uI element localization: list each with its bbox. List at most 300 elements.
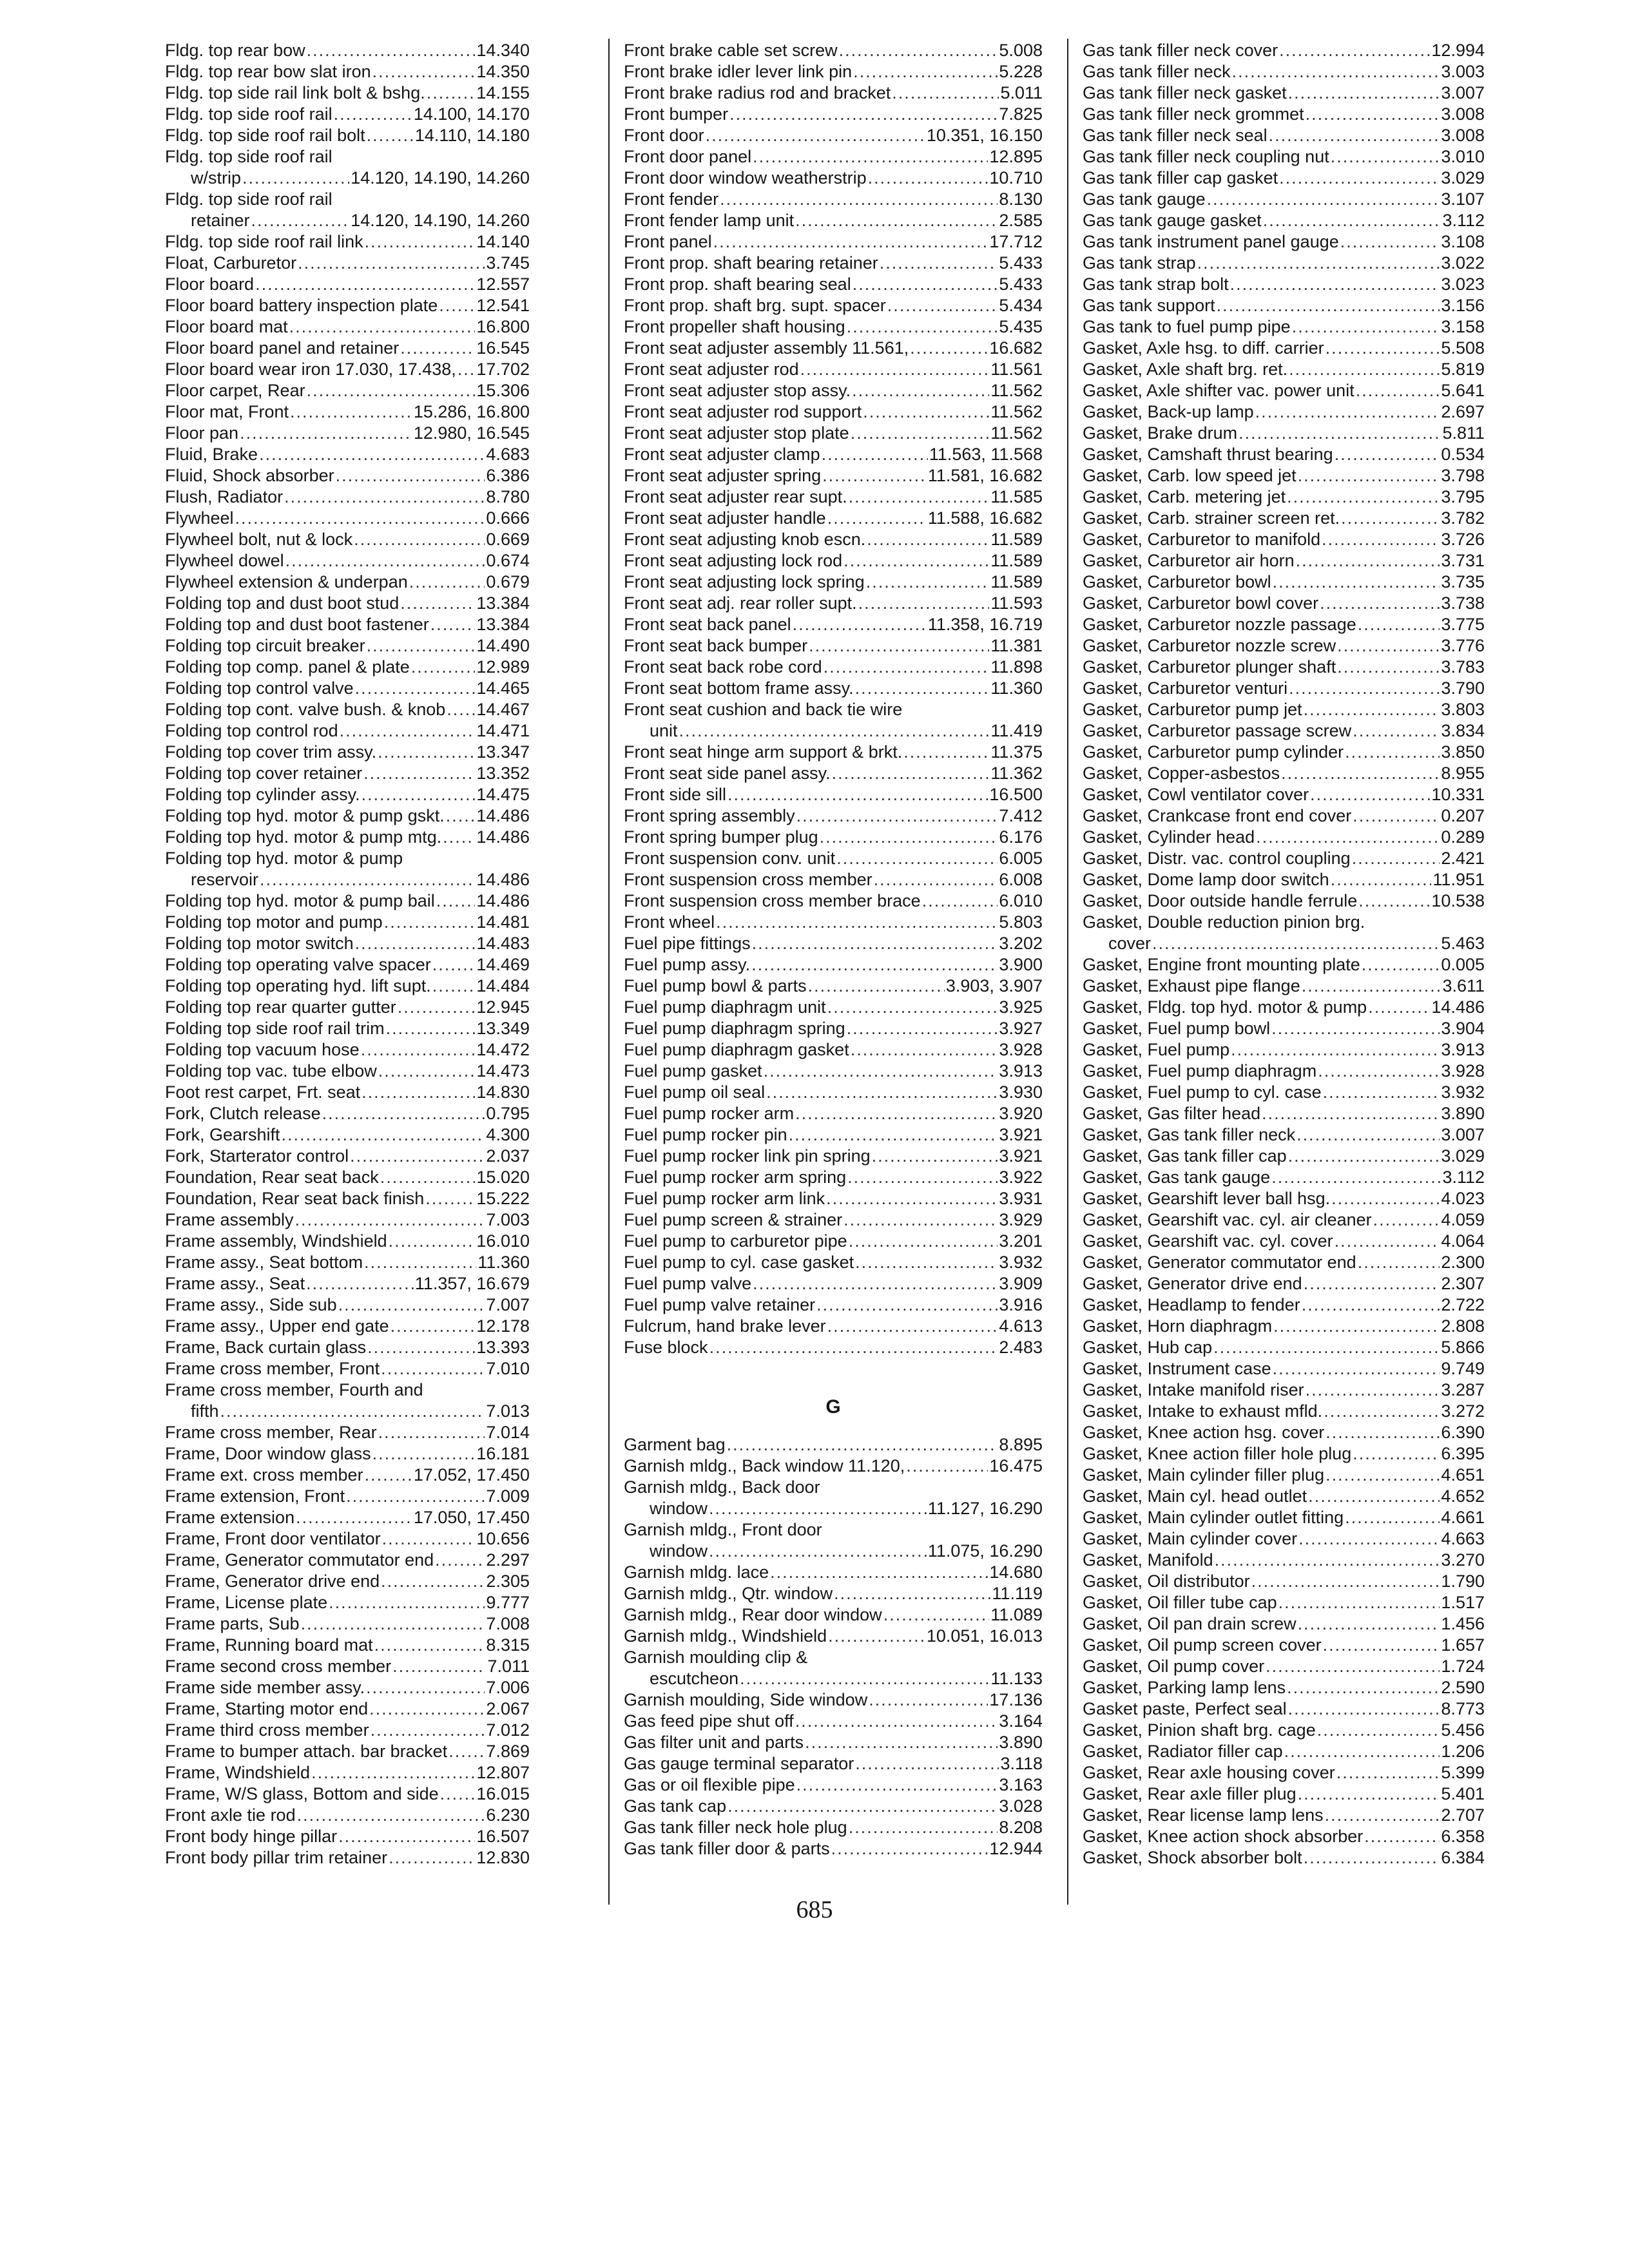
index-entry [624,1732,1043,1753]
index-entry [1083,1465,1485,1486]
dot-leader [1358,614,1440,635]
dot-leader [728,1796,998,1817]
entry-reference: 11.951 [1432,870,1485,889]
index-entry [624,869,1043,890]
index-entry [1083,1677,1485,1698]
entry-name: Folding top circuit breaker [165,636,365,655]
dot-leader [355,678,476,699]
entry-name: cover [1108,934,1152,953]
dot-leader [766,1082,998,1103]
entry-reference: 3.904 [1441,1019,1485,1038]
entry-name: Gasket, Distr. vac. control coupling [1083,849,1351,868]
dot-leader [1306,1379,1440,1401]
entry-name: Front seat adjuster stop plate [624,423,849,443]
entry-name: Front prop. shaft bearing retainer [624,253,878,273]
entry-name: Gasket, Knee action hsg. cover [1083,1423,1325,1442]
index-entry [1083,593,1485,614]
entry-name: Frame, Back curtain glass [165,1338,367,1357]
entry-reference: 14.469 [476,955,530,974]
entry-reference: 0.534 [1441,445,1485,464]
entry-name: Fuse block [624,1338,708,1357]
index-entry [165,550,530,572]
index-entry [165,1188,530,1209]
entry-reference: 3.916 [999,1295,1043,1314]
entry-reference: 6.005 [999,849,1043,868]
entry-reference: 3.107 [1441,189,1485,209]
entry-name: Gasket, Gas tank filler cap [1083,1146,1287,1166]
entry-reference: 6.176 [999,827,1043,847]
index-entry [624,82,1043,104]
index-entry [1083,1783,1485,1805]
index-entry [1083,1698,1485,1720]
entry-reference: 5.008 [999,41,1043,60]
index-entry [165,168,530,189]
index-entry [1083,1188,1485,1209]
entry-name: Front seat adjuster stop assy. [624,381,851,400]
dot-leader [827,1316,998,1337]
entry-name: Garnish mldg., Back window 11.120, [624,1456,905,1475]
entry-reference: 2.722 [1441,1295,1485,1314]
dot-leader [372,1443,476,1465]
index-entry-heading: Front seat cushion and back tie wire [624,700,903,719]
index-entry [1083,1635,1485,1656]
entry-name: Folding top control rod [165,721,338,740]
index-entry [165,1039,530,1061]
entry-name: Fluid, Shock absorber [165,466,334,485]
index-entry [1083,1528,1485,1550]
index-entry [624,1316,1043,1337]
entry-reference: 8.955 [1441,764,1485,783]
dot-leader [853,274,998,295]
dot-leader [1287,1677,1440,1698]
index-entry [624,1838,1043,1860]
entry-name: Frame, Generator drive end [165,1571,380,1591]
entry-reference: 3.287 [1441,1380,1485,1399]
dot-leader [1288,82,1440,104]
dot-leader [709,1498,927,1519]
index-entry [165,1741,530,1762]
dot-leader [858,593,990,614]
entry-reference: 0.207 [1441,806,1485,825]
entry-reference: 6.386 [486,466,530,485]
entry-name: Front seat adjuster rear supt. [624,487,847,506]
dot-leader [1304,699,1440,720]
entry-reference: 5.401 [1441,1784,1485,1803]
entry-name: Gas feed pipe shut off [624,1711,794,1731]
index-entry [624,210,1043,231]
entry-name: Frame, Door window glass [165,1444,371,1463]
entry-reference: 11.589 [990,530,1043,549]
index-entry [624,1604,1043,1626]
entry-reference: 11.362 [990,764,1043,783]
dot-leader [1331,1188,1440,1209]
entry-name: Gasket, Carburetor passage screw [1083,721,1352,740]
entry-reference: 16.015 [476,1784,530,1803]
entry-reference: 13.384 [476,615,530,634]
index-entry [624,1498,1043,1519]
entry-name: Folding top hyd. motor & pump bail [165,891,435,910]
dot-leader [354,529,485,550]
entry-reference: 14.340 [476,41,530,60]
index-entry [624,933,1043,954]
dot-leader [340,720,476,742]
index-entry [624,401,1043,423]
entry-reference: 11.375 [990,742,1043,762]
entry-reference: 11.562 [990,423,1043,443]
dot-leader [1269,125,1440,146]
entry-reference: 11.381 [990,636,1043,655]
dot-leader [1358,1252,1440,1273]
entry-name: Gas tank filler cap gasket [1083,168,1278,187]
dot-leader [367,635,476,657]
entry-reference: 6.395 [1441,1444,1485,1463]
index-entry [624,1294,1043,1316]
entry-reference: 3.118 [1000,1754,1043,1773]
entry-name: Gasket, Main cylinder filler plug [1083,1465,1325,1485]
entry-name: Fork, Clutch release [165,1104,321,1123]
index-entry [1083,359,1485,380]
entry-name: Gas tank strap bolt [1083,274,1229,294]
entry-reference: 0.005 [1441,955,1485,974]
entry-reference: 13.393 [476,1338,530,1357]
entry-name: Frame extension [165,1508,295,1527]
dot-leader [1284,1741,1440,1762]
entry-reference: 3.007 [1441,1125,1485,1144]
index-entry [624,1796,1043,1817]
column-divider-left [608,39,610,1905]
index-entry [1083,465,1485,486]
dot-leader [872,1146,998,1167]
dot-leader [1231,1039,1440,1061]
index-entry-heading: Folding top hyd. motor & pump [165,849,403,868]
entry-name: Frame, Generator commutator end [165,1550,434,1570]
index-entry [624,274,1043,295]
entry-name: Front seat adjuster clamp [624,445,820,464]
entry-name: Frame assy., Side sub [165,1295,337,1314]
index-entry [165,890,530,912]
dot-leader [255,274,475,295]
dot-leader [1317,1720,1440,1741]
entry-reference: 5.456 [1441,1720,1485,1740]
entry-reference: 1.456 [1441,1614,1485,1633]
index-entry [1083,529,1485,550]
dot-leader [1298,1613,1440,1635]
dot-leader [1331,146,1440,168]
entry-reference: 1.657 [1441,1635,1485,1655]
dot-leader [795,1103,998,1124]
index-entry [624,253,1043,274]
index-entry [165,253,530,274]
dot-leader [439,295,475,316]
entry-reference: 3.007 [1441,83,1485,102]
entry-name: Gasket, Carb. low speed jet [1083,466,1296,485]
entry-reference: 13.384 [476,593,530,613]
index-entry [624,1188,1043,1209]
entry-name: Gasket, Oil pump screen cover [1083,1635,1322,1655]
dot-leader [430,614,476,635]
index-entry [624,1562,1043,1583]
entry-name: Fuel pump diaphragm spring [624,1019,845,1038]
entry-reference: 14.100, 14.170 [413,104,530,124]
entry-reference: 3.909 [999,1274,1043,1293]
entry-name: Gasket, Gearshift vac. cyl. cover [1083,1231,1333,1251]
index-entry [165,444,530,465]
entry-reference: 3.921 [999,1125,1043,1144]
index-entry [1083,1231,1485,1252]
entry-reference: 14.483 [476,934,530,953]
index-entry [1083,295,1485,316]
entry-reference: 8.773 [1441,1699,1485,1718]
entry-reference: 6.390 [1441,1423,1485,1442]
index-entry [1083,1294,1485,1316]
entry-name: Gasket, Fuel pump bowl [1083,1019,1271,1038]
dot-leader [329,1592,485,1613]
index-entry [1083,1039,1485,1061]
entry-name: Folding top vac. tube elbow [165,1061,377,1081]
section-spacer [624,1358,1043,1380]
index-entry [165,1826,530,1847]
entry-reference: 2.483 [999,1338,1043,1357]
entry-reference: 6.230 [486,1805,530,1825]
entry-name: Frame, Windshield [165,1763,311,1782]
entry-name: Gasket, Knee action shock absorber [1083,1827,1364,1846]
entry-name: Gas tank strap [1083,253,1196,273]
index-entry [624,1231,1043,1252]
dot-leader [307,40,476,61]
dot-leader [306,1273,414,1294]
entry-reference: 14.475 [476,785,530,804]
entry-name: Gasket, Fuel pump diaphragm [1083,1061,1317,1081]
dot-leader [398,997,476,1018]
index-entry [165,720,530,742]
entry-reference: 5.866 [1441,1338,1485,1357]
entry-reference: 3.913 [999,1061,1043,1081]
entry-reference: 4.652 [1441,1486,1485,1506]
entry-reference: 3.850 [1441,742,1485,762]
entry-reference: 7.007 [486,1295,530,1314]
entry-reference: 5.433 [999,253,1043,273]
index-entry [165,338,530,359]
dot-leader [361,784,476,805]
index-entry [165,1720,530,1741]
entry-name: retainer [191,211,250,230]
index-entry [165,1294,530,1316]
dot-leader [1373,1209,1440,1231]
index-entry [1083,1252,1485,1273]
entry-name: Garnish moulding, Side window [624,1690,868,1709]
entry-reference: 3.738 [1441,593,1485,613]
index-entry [1083,189,1485,210]
entry-name: fifth [191,1401,219,1421]
dot-leader [753,146,988,168]
entry-name: Front spring bumper plug [624,827,818,847]
index-entry [1083,168,1485,189]
entry-reference: 3.929 [999,1210,1043,1229]
entry-name: Front door window weatherstrip [624,168,867,187]
entry-name: Fuel pump to cyl. case gasket [624,1253,854,1272]
dot-leader [1353,720,1440,742]
index-entry [165,1231,530,1252]
index-entry [624,912,1043,933]
index-entry [1083,1507,1485,1528]
entry-name: Front seat hinge arm support & brkt. [624,742,903,762]
index-entry [624,1456,1043,1477]
dot-leader [855,678,990,699]
dot-leader [251,210,350,231]
entry-name: Gas tank filler neck seal [1083,126,1268,145]
entry-reference: 11.581, 16.682 [927,466,1043,485]
dot-leader [887,295,998,316]
index-entry [1083,1124,1485,1146]
entry-reference: 3.029 [1441,1146,1485,1166]
dot-leader [867,529,989,550]
dot-leader [903,742,989,763]
entry-reference: 14.350 [476,62,530,81]
dot-leader [367,1337,475,1358]
index-entry [1083,1741,1485,1762]
dot-leader [446,805,476,827]
index-entry [1083,1422,1485,1443]
entry-reference: 11.075, 16.290 [927,1541,1043,1561]
entry-reference: 3.028 [999,1796,1043,1816]
entry-reference: 3.201 [999,1231,1043,1251]
entry-reference: 2.585 [999,211,1043,230]
dot-leader [713,231,988,253]
dot-leader [1318,1061,1440,1082]
dot-leader [753,1273,998,1294]
entry-reference: 2.037 [486,1146,530,1166]
entry-reference: 14.120, 14.190, 14.260 [351,168,530,187]
index-entry [624,380,1043,401]
dot-leader [1356,380,1440,401]
index-entry [165,1103,530,1124]
entry-name: Frame extension, Front [165,1486,345,1506]
index-entry [1083,1656,1485,1677]
dot-leader [847,316,998,338]
entry-name: Gasket, Carburetor bowl cover [1083,593,1319,613]
entry-name: Fuel pump to carburetor pipe [624,1231,847,1251]
entry-reference: 9.749 [1441,1359,1485,1378]
entry-name: Front seat adjusting lock rod [624,551,843,570]
dot-leader [906,1456,988,1477]
entry-reference: 7.010 [486,1359,530,1378]
entry-reference: 12.980, 16.545 [413,423,530,443]
entry-reference: 16.507 [476,1827,530,1846]
index-entry [165,933,530,954]
entry-reference: 3.834 [1441,721,1485,740]
entry-reference: 14.484 [476,976,530,995]
entry-name: Folding top hyd. motor & pump mtg. [165,827,442,847]
dot-leader [740,1668,989,1689]
index-entry [165,1613,530,1635]
entry-name: Gasket, Hub cap [1083,1338,1213,1357]
dot-leader [1266,1656,1440,1677]
dot-leader [235,508,485,529]
index-entry [165,975,530,997]
index-entry [1083,1826,1485,1847]
entry-name: Gasket, Main cylinder cover [1083,1529,1298,1548]
index-entry [165,1528,530,1550]
index-entry [1083,125,1485,146]
index-entry [624,763,1043,784]
index-entry [624,189,1043,210]
dot-leader [389,1231,476,1252]
index-entry [1083,1571,1485,1592]
index-entry [165,1167,530,1188]
dot-leader [338,1826,475,1847]
index-entry [624,359,1043,380]
dot-leader [1213,1337,1440,1358]
index-entry-heading: Garnish moulding clip & [624,1648,808,1667]
dot-leader [298,253,485,274]
index-entry [1083,699,1485,720]
entry-name: Gasket, Oil pump cover [1083,1657,1265,1676]
dot-leader [1271,1167,1441,1188]
entry-name: window [650,1499,708,1518]
index-entry [165,1635,530,1656]
entry-name: Fork, Gearshift [165,1125,280,1144]
dot-leader [1292,316,1440,338]
index-entry [1083,82,1485,104]
entry-name: Gas tank filler neck cover [1083,41,1278,60]
entry-name: Gas tank filler neck gasket [1083,83,1287,102]
dot-leader [1337,657,1440,678]
index-entry [624,1082,1043,1103]
index-entry [624,61,1043,82]
index-entry [624,1337,1043,1358]
dot-leader [1279,168,1440,189]
dot-leader [843,1209,998,1231]
entry-name: Gasket, Dome lamp door switch [1083,870,1329,889]
dot-leader [361,1039,476,1061]
dot-leader [220,1401,485,1422]
entry-name: Gas tank filler neck coupling nut [1083,147,1329,166]
index-entry [624,1434,1043,1456]
dot-leader [839,40,998,61]
dot-leader [295,1209,485,1231]
dot-leader [381,1358,485,1379]
entry-reference: 11.360 [990,678,1043,698]
index-entry [624,444,1043,465]
entry-reference: 14.490 [476,636,530,655]
dot-leader [1271,1018,1440,1039]
entry-name: Gas tank cap [624,1796,727,1816]
dot-leader [793,614,927,635]
dot-leader [1353,1443,1440,1465]
dot-leader [831,1838,988,1860]
dot-leader [1325,1422,1440,1443]
entry-reference: 15.306 [476,381,530,400]
index-entry [165,423,530,444]
dot-leader [432,954,476,975]
dot-leader [706,125,925,146]
entry-name: Front bumper [624,104,729,124]
index-entry [624,1146,1043,1167]
entry-reference: 5.011 [1000,83,1043,102]
entry-reference: 4.300 [486,1125,530,1144]
dot-leader [832,763,990,784]
entry-reference: 5.819 [1441,360,1485,379]
entry-reference: 0.795 [486,1104,530,1123]
dot-leader [1341,508,1440,529]
dot-leader [390,1316,476,1337]
index-entry [1083,253,1485,274]
index-entry [624,784,1043,805]
dot-leader [789,1124,998,1146]
dot-leader [307,380,476,401]
dot-leader [716,912,998,933]
dot-leader [1306,104,1440,125]
